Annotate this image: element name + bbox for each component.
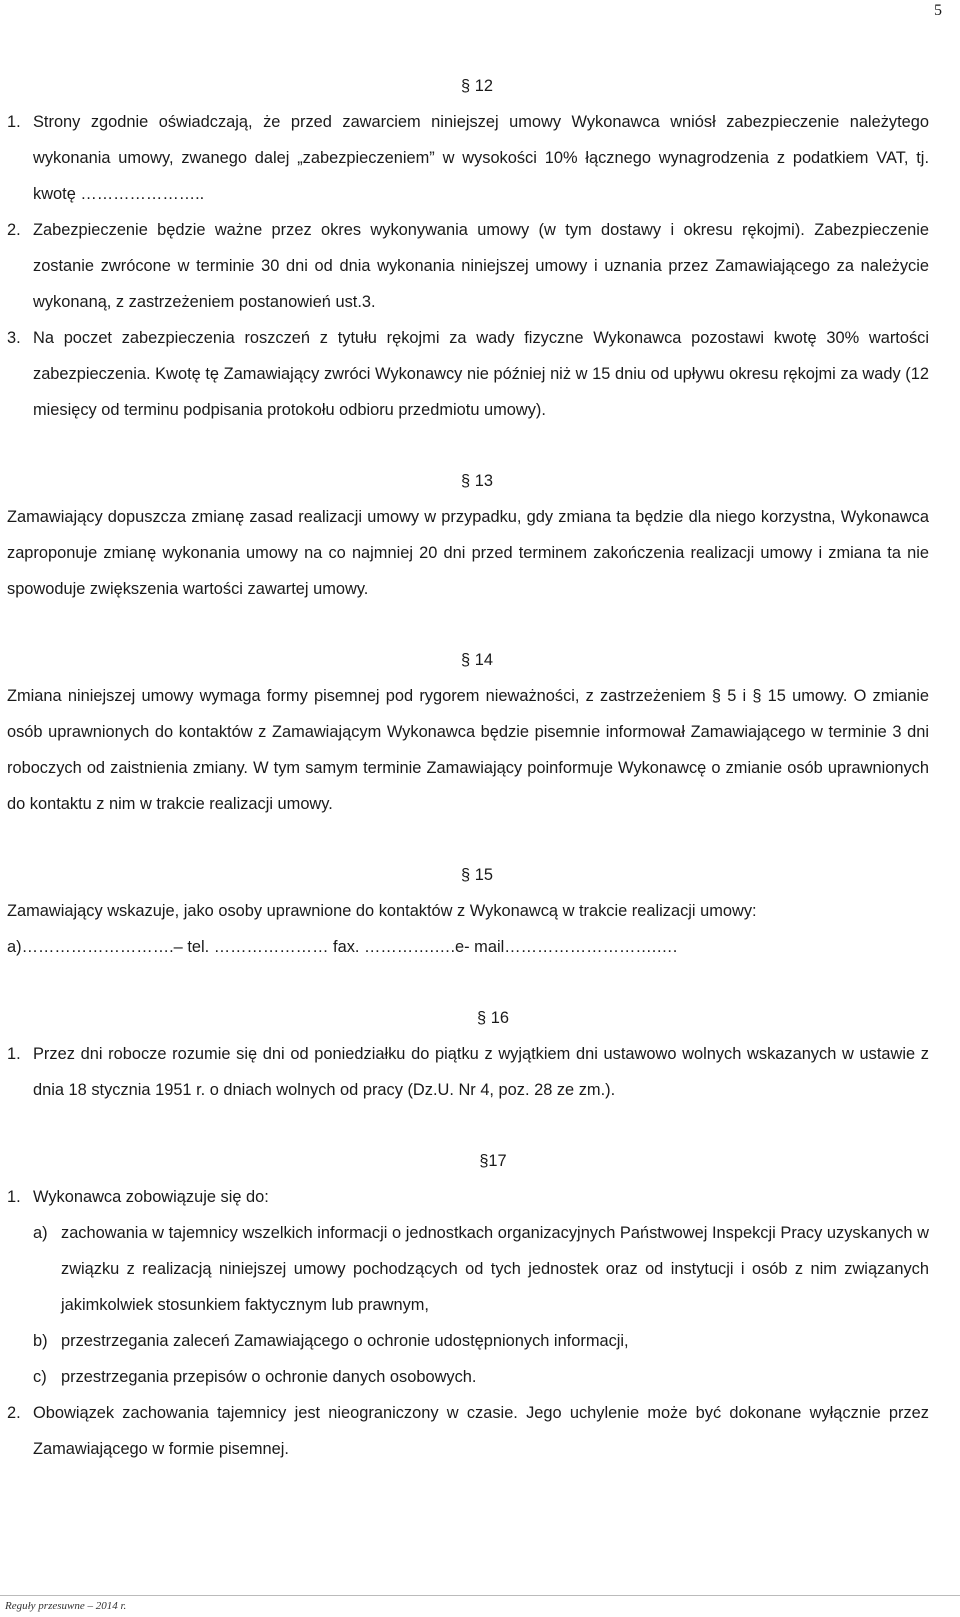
paragraph: Zmiana niniejszej umowy wymaga formy pisemnej pod rygorem nieważności, z zastrzeżeniem § 5 i § 15 umowy. O zmianie osób uprawnionych do kontaktów z Zamawiającym Wykonawca będzie pisemnie informował Zamawiającego w terminie 3 dni roboczych od zaistnienia zmiany. W tym samym terminie Zamawiający poinformuje Wykonawcę o zmianie osób uprawnionych do kontaktu z nim w trakcie realizacji umowy. xyxy=(7,687,929,813)
item-marker: a) xyxy=(33,1224,48,1242)
item-text: przestrzegania zaleceń Zamawiającego o ochronie udostępnionych informacji, xyxy=(61,1332,629,1350)
item-marker: c) xyxy=(33,1368,47,1386)
section-number: § 14 xyxy=(461,651,493,669)
list-item xyxy=(7,212,929,320)
item-text: Strony zgodnie oświadczają, że przed zawarciem niniejszej umowy Wykonawca wniósł zabezpieczenie należytego wykonania umowy, zwanego dalej „zabezpieczeniem” w wysokości 10% łącznego wynagrodzenia z podatkiem VAT, tj. kwotę ………………….. xyxy=(33,113,929,203)
paragraph: Zamawiający dopuszcza zmianę zasad realizacji umowy w przypadku, gdy zmiana ta będzie dla niego korzystna, Wykonawca zaproponuje zmianę wykonania umowy na co najmniej 20 dni przed terminem zakończenia realizacji umowy i zmiana ta nie spowoduje zwiększenia wartości zawartej umowy. xyxy=(7,508,929,598)
paragraph: Zamawiający wskazuje, jako osoby uprawnione do kontaktów z Wykonawcą w trakcie realizacji umowy: xyxy=(7,902,757,920)
item-text: Przez dni robocze rozumie się dni od poniedziałku do piątku z wyjątkiem dni ustawowo wolnych wskazanych w ustawie z dnia 18 stycznia 1951 r. o dniach wolnych od pracy (Dz.U. Nr 4, poz. 28 ze zm.). xyxy=(33,1045,929,1099)
footer-divider xyxy=(0,1595,960,1596)
section-heading-17 xyxy=(7,1143,929,1179)
contact-fill-line: a)……………………….– tel. ………………… fax. ………….….e- mail……………………….…. xyxy=(7,938,678,956)
section-number: § 12 xyxy=(461,77,493,95)
section-number: § 15 xyxy=(461,866,493,884)
item-marker: 2. xyxy=(7,1404,21,1422)
sub-list-item xyxy=(33,1323,929,1359)
item-text: Zabezpieczenie będzie ważne przez okres wykonywania umowy (w tym dostawy i okresu rękojmi). Zabezpieczenie zostanie zwrócone w terminie 30 dni od dnia wykonania niniejszej umowy i uznania przez Zamawiającego za należycie wykonaną, z zastrzeżeniem postanowień ust.3. xyxy=(33,221,929,311)
item-text: Obowiązek zachowania tajemnicy jest nieograniczony w czasie. Jego uchylenie może być dokonane wyłącznie przez Zamawiającego w formie pisemnej. xyxy=(33,1404,929,1458)
item-text: Wykonawca zobowiązuje się do: xyxy=(33,1188,269,1206)
section-heading-14 xyxy=(7,642,929,678)
item-text: przestrzegania przepisów o ochronie danych osobowych. xyxy=(61,1368,477,1386)
item-text: zachowania w tajemnicy wszelkich informacji o jednostkach organizacyjnych Państwowej Inspekcji Pracy uzyskanych w związku z realizacją niniejszej umowy pochodzących od tych jednostek oraz od instytucji i osób z nim związanych jakimkolwiek stosunkiem faktycznym lub prawnym, xyxy=(61,1224,929,1314)
page-footer: Reguły przesuwne – 2014 r. xyxy=(5,1600,127,1612)
document-body xyxy=(7,68,929,1467)
list-item xyxy=(7,1395,929,1467)
section-heading-15 xyxy=(7,857,929,893)
item-marker: 3. xyxy=(7,329,21,347)
list-item xyxy=(7,320,929,428)
sub-list-item xyxy=(33,1215,929,1323)
list-item xyxy=(7,1179,929,1215)
section-heading-12 xyxy=(7,68,929,104)
item-marker: 2. xyxy=(7,221,21,239)
item-marker: b) xyxy=(33,1332,48,1350)
list-item xyxy=(7,104,929,212)
item-marker: 1. xyxy=(7,113,21,131)
sub-list-item xyxy=(33,1359,929,1395)
section-heading-16 xyxy=(7,1000,929,1036)
item-text: Na poczet zabezpieczenia roszczeń z tytułu rękojmi za wady fizyczne Wykonawca pozostawi kwotę 30% wartości zabezpieczenia. Kwotę tę Zamawiający zwróci Wykonawcy nie później niż w 15 dniu od upływu okresu rękojmi za wady (12 miesięcy od terminu podpisania protokołu odbioru przedmiotu umowy). xyxy=(33,329,929,419)
section-number: § 13 xyxy=(461,472,493,490)
list-item xyxy=(7,1036,929,1108)
page-number: 5 xyxy=(934,2,942,19)
item-marker: 1. xyxy=(7,1045,21,1063)
section-heading-13 xyxy=(7,463,929,499)
item-marker: 1. xyxy=(7,1188,21,1206)
section-number: §17 xyxy=(479,1152,507,1170)
section-number: § 16 xyxy=(477,1009,509,1027)
